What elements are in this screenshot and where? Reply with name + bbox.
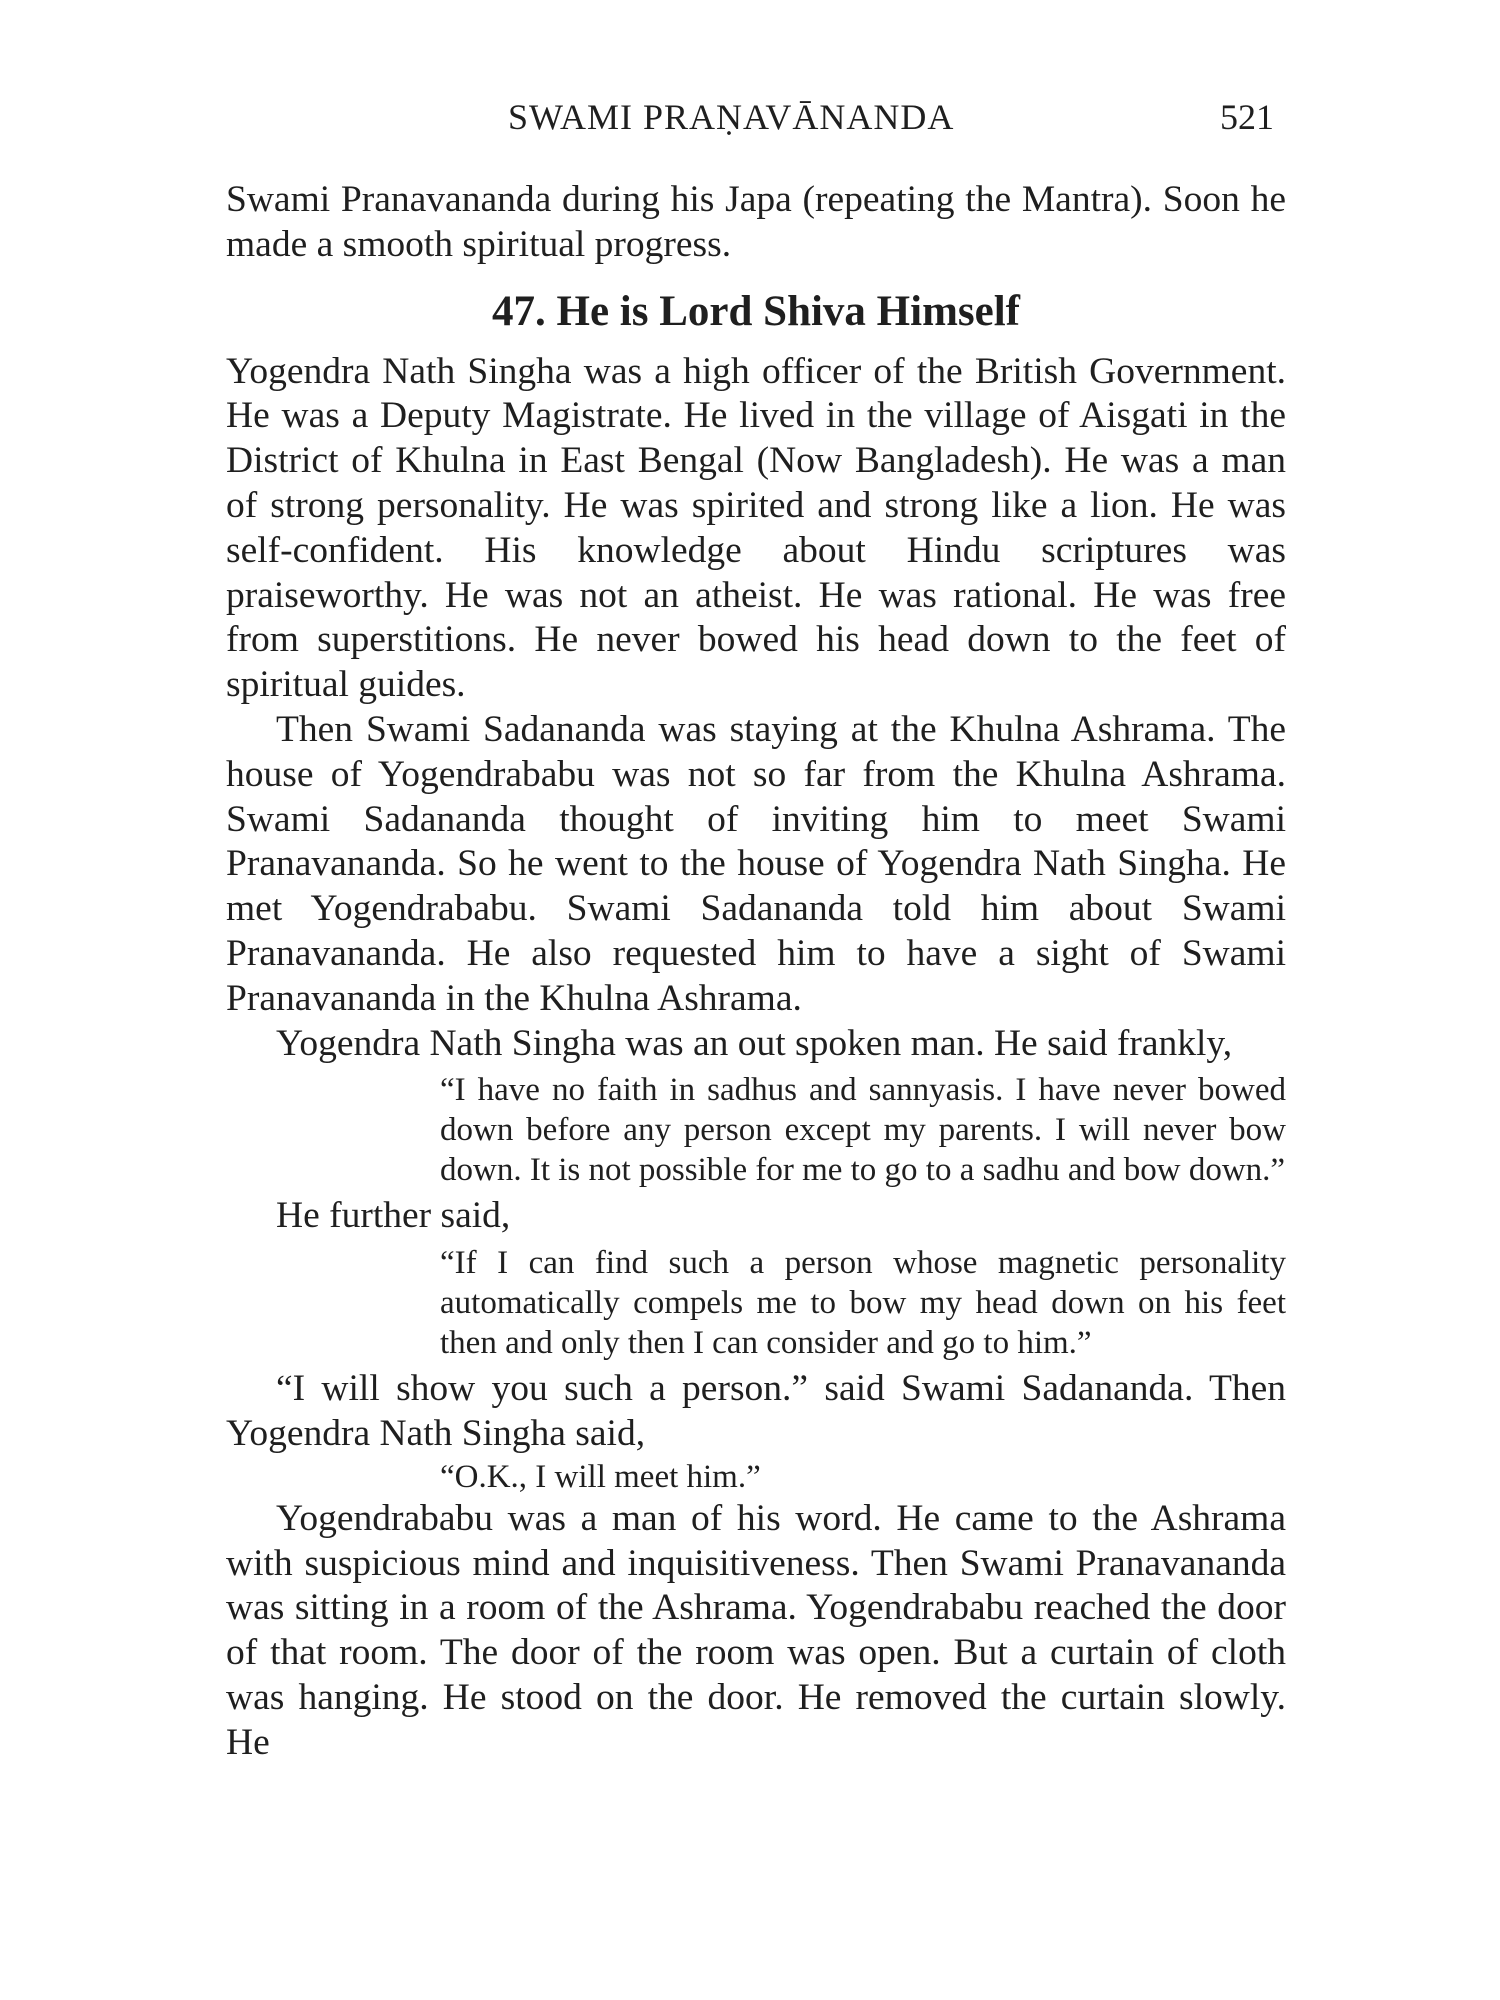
paragraph-1: Yogendra Nath Singha was a high officer of the British Government. He was a Deputy Magistrate. He lived in the village of Aisgati in the District of Khulna in East Bengal (Now Bangladesh). He was a man of strong personality. He was spirited and strong like a lion. He was self-confident. His knowledge about Hindu scriptures was praiseworthy. He was not an atheist. He was rational. He was free from superstitions. He never bowed his head down to the feet of spiritual guides. xyxy=(226,350,1286,706)
paragraph-6: Yogendrababu was a man of his word. He came to the Ashrama with suspicious mind and inquisitiveness. Then Swami Pranavananda was sitting in a room of the Ashrama. Yogendrababu reached the door of that room. The door of the room was open. But a curtain of cloth was hanging. He stood on the door. He removed the curtain slowly. He xyxy=(226,1497,1286,1763)
paragraph-5: “I will show you such a person.” said Swami Sadananda. Then Yogendra Nath Singha said, xyxy=(226,1368,1286,1454)
paragraph-4: He further said, xyxy=(276,1195,511,1237)
quote-3: “O.K., I will meet him.” xyxy=(440,1458,761,1495)
quote-1: “I have no faith in sadhus and sannyasis. I have never bowed down before any person except my parents. I will never bow down. It is not possible for me to go to a sadhu and bow down.” xyxy=(440,1072,1286,1189)
page-body xyxy=(226,178,1286,1766)
continued-paragraph: Swami Pranavananda during his Japa (repeating the Mantra). Soon he made a smooth spiritual progress. xyxy=(226,179,1286,265)
quote-2: “If I can find such a person whose magnetic personality automatically compels me to bow my head down on his feet then and only then I can consider and go to him.” xyxy=(440,1245,1286,1362)
running-title: SWAMI PRAṆAVĀNANDA xyxy=(508,97,955,137)
paragraph-3: Yogendra Nath Singha was an out spoken man. He said frankly, xyxy=(276,1022,1233,1064)
paragraph-2: Then Swami Sadananda was staying at the Khulna Ashrama. The house of Yogendrababu was not so far from the Khulna Ashrama. Swami Sadananda thought of inviting him to meet Swami Pranavananda. So he went to the house of Yogendra Nath Singha. He met Yogendrababu. Swami Sadananda told him about Swami Pranavananda. He also requested him to have a sight of Swami Pranavananda in the Khulna Ashrama. xyxy=(226,708,1286,1019)
page-number: 521 xyxy=(1220,97,1274,137)
section-heading: 47. He is Lord Shiva Himself xyxy=(492,287,1020,335)
